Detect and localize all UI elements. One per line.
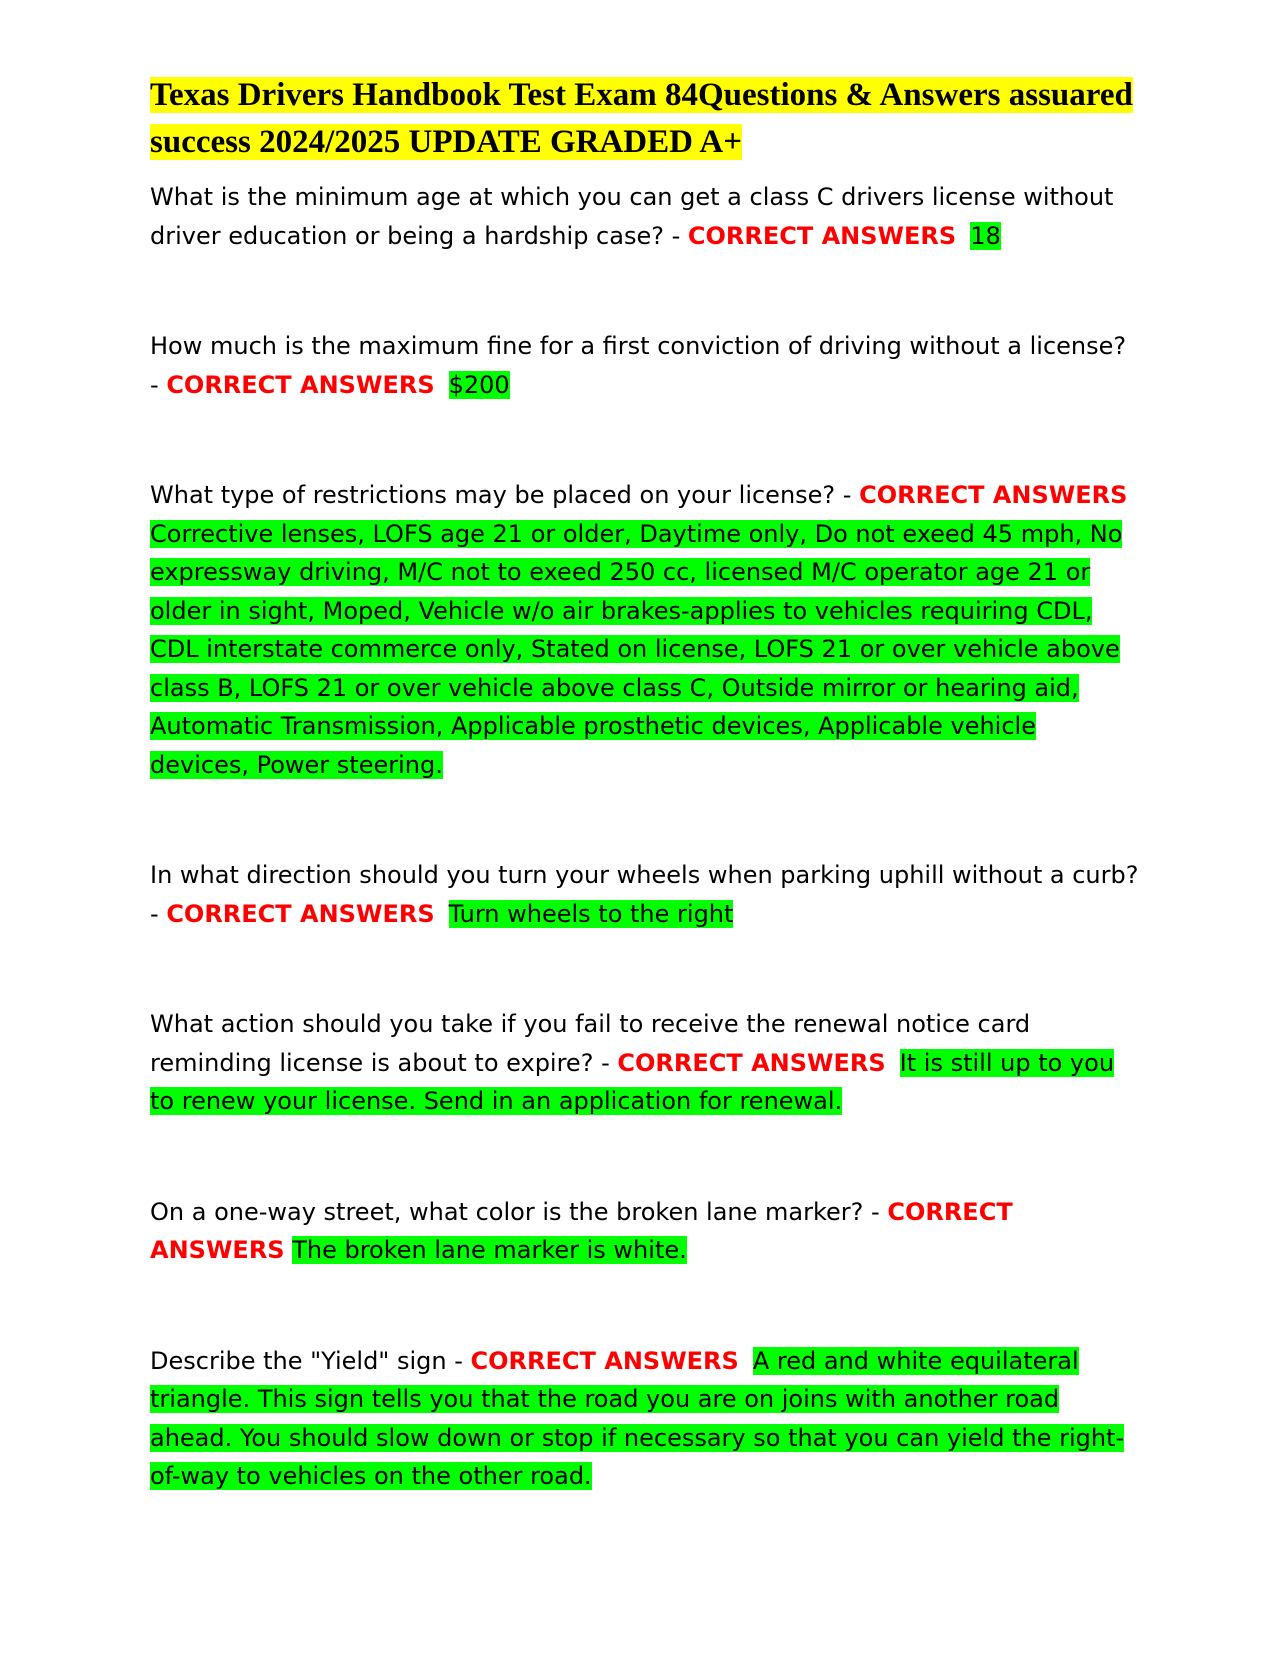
correct-answers-label: CORRECT ANSWERS bbox=[617, 1048, 886, 1077]
question-text: What action should you take if you fail to receive the renewal notice card reminding license is about to expire? - bbox=[150, 1010, 1031, 1077]
title-highlight: Texas Drivers Handbook Test Exam 84Questions & Answers assuared success 2024/2025 UPDATE GRADED A+ bbox=[150, 77, 1133, 160]
qa-item-2 bbox=[150, 327, 1140, 404]
document-page bbox=[150, 72, 1140, 1496]
qa-item-3 bbox=[150, 476, 1140, 784]
question-text: What is the minimum age at which you can get a class C drivers license without driver education or being a hardship case? - bbox=[150, 183, 1114, 250]
qa-item-7 bbox=[150, 1342, 1140, 1496]
answer-text: Turn wheels to the right bbox=[448, 899, 734, 928]
qa-item-6 bbox=[150, 1193, 1140, 1270]
question-text: How much is the maximum fine for a first conviction of driving without a license? - bbox=[150, 332, 1127, 399]
answer-text: The broken lane marker is white. bbox=[292, 1236, 687, 1264]
correct-answers-label: CORRECT ANSWERS bbox=[150, 1197, 1013, 1264]
document-title bbox=[150, 72, 1140, 166]
question-text: On a one-way street, what color is the broken lane marker? - bbox=[150, 1197, 880, 1226]
correct-answers-label: CORRECT ANSWERS bbox=[859, 481, 1128, 509]
qa-item-5 bbox=[150, 1005, 1140, 1121]
qa-item-1 bbox=[150, 178, 1140, 255]
answer-text: It is still up to you to renew your license. Send in an application for renewal. bbox=[150, 1048, 1115, 1115]
answer-text: 18 bbox=[970, 221, 1001, 250]
correct-answers-label: CORRECT ANSWERS bbox=[166, 899, 435, 928]
question-text: Describe the "Yield" sign - bbox=[150, 1346, 463, 1375]
answer-text: Corrective lenses, LOFS age 21 or older, Daytime only, Do not exeed 45 mph, No expressway driving, M/C not to exeed 250 cc, licensed M/C operator age 21 or older in sight, Moped, Vehicle w/o air brakes-applies to vehicles requiring CDL, CDL interstate commerce only, Stated on license, LOFS 21 or over vehicle above class B, LOFS 21 or over vehicle above class C, Outside mirror or hearing aid, Automatic Transmission, Applicable prosthetic devices, Applicable vehicle devices, Power steering. bbox=[150, 519, 1123, 779]
answer-text: $200 bbox=[448, 370, 510, 399]
correct-answers-label: CORRECT ANSWERS bbox=[470, 1346, 739, 1375]
question-text: What type of restrictions may be placed on your license? - bbox=[150, 481, 852, 509]
correct-answers-label: CORRECT ANSWERS bbox=[166, 370, 435, 399]
correct-answers-label: CORRECT ANSWERS bbox=[687, 221, 957, 250]
question-text: In what direction should you turn your wheels when parking uphill without a curb? - bbox=[150, 861, 1139, 928]
qa-item-4 bbox=[150, 856, 1140, 933]
answer-text: A red and white equilateral triangle. This sign tells you that the road you are on joins with another road ahead. You should slow down or stop if necessary so that you can yield the right-of-way to vehicles on the other road. bbox=[150, 1346, 1125, 1490]
